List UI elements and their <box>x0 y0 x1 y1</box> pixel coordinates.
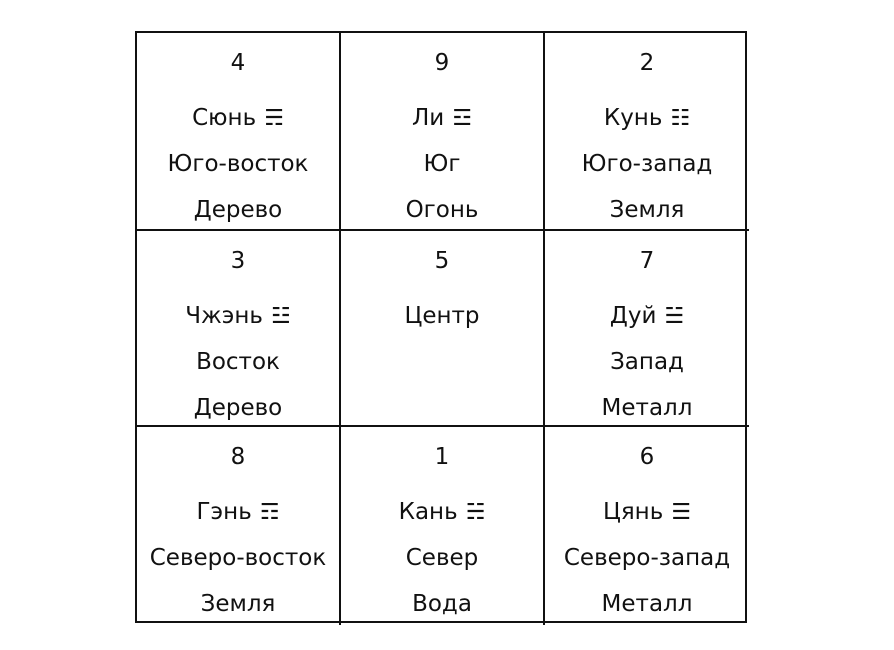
cell-number: 4 <box>230 50 246 76</box>
cell-direction: Юг <box>423 151 461 177</box>
cell-direction: Северо-запад <box>563 545 731 571</box>
trigram-name: Сюнь <box>192 105 257 131</box>
trigram-symbol-icon: ☶ <box>259 500 280 525</box>
trigram-name: Чжэнь <box>185 303 263 329</box>
cell-direction: Юго-восток <box>167 151 309 177</box>
cell-north <box>341 427 545 625</box>
cell-trigram-line <box>610 293 684 339</box>
trigram-symbol-icon: ☴ <box>264 106 284 131</box>
cell-direction: Северо-восток <box>149 545 327 571</box>
cell-number: 8 <box>230 444 246 470</box>
cell-element: Вода <box>412 591 472 617</box>
cell-number: 3 <box>230 248 246 274</box>
cell-element: Дерево <box>193 197 283 223</box>
trigram-symbol-icon: ☱ <box>664 304 685 329</box>
cell-southeast <box>137 33 341 231</box>
trigram-symbol-icon: ☵ <box>465 500 486 525</box>
cell-northwest <box>545 427 749 625</box>
cell-number: 6 <box>639 444 655 470</box>
trigram-symbol-icon: ☰ <box>671 500 692 525</box>
cell-number: 9 <box>434 50 450 76</box>
cell-element: Земля <box>609 197 685 223</box>
trigram-symbol-icon: ☳ <box>270 304 291 329</box>
cell-trigram-line <box>399 489 486 535</box>
cell-trigram-line <box>604 95 690 141</box>
trigram-name: Гэнь <box>196 499 252 525</box>
cell-direction: Запад <box>610 349 684 375</box>
trigram-name: Цянь <box>602 499 664 525</box>
cell-trigram-line <box>603 489 691 535</box>
trigram-symbol-icon: ☲ <box>452 106 472 131</box>
cell-trigram-line <box>412 95 472 141</box>
cell-northeast <box>137 427 341 625</box>
cell-southwest <box>545 33 749 231</box>
cell-element: Дерево <box>193 395 283 421</box>
trigram-symbol-icon: ☷ <box>670 106 691 131</box>
cell-west <box>545 231 749 427</box>
cell-direction: Север <box>405 545 479 571</box>
cell-south <box>341 33 545 231</box>
trigram-name: Ли <box>412 105 445 131</box>
cell-element: Огонь <box>405 197 479 223</box>
cell-trigram-line <box>185 293 290 339</box>
cell-number: 2 <box>639 50 655 76</box>
lo-shu-grid <box>135 31 747 623</box>
cell-direction: Восток <box>196 349 280 375</box>
cell-number: 1 <box>434 444 450 470</box>
cell-east <box>137 231 341 427</box>
cell-trigram-line <box>197 489 280 535</box>
cell-number: 7 <box>639 248 655 274</box>
cell-center <box>341 231 545 427</box>
cell-direction: Юго-запад <box>581 151 713 177</box>
cell-trigram-line <box>192 95 284 141</box>
trigram-name: Кань <box>398 499 458 525</box>
cell-element: Металл <box>601 591 693 617</box>
cell-element: Земля <box>200 591 276 617</box>
cell-center-label: Центр <box>404 303 480 329</box>
trigram-name: Кунь <box>603 105 663 131</box>
cell-number: 5 <box>434 248 450 274</box>
trigram-name: Дуй <box>609 303 657 329</box>
cell-element: Металл <box>601 395 693 421</box>
